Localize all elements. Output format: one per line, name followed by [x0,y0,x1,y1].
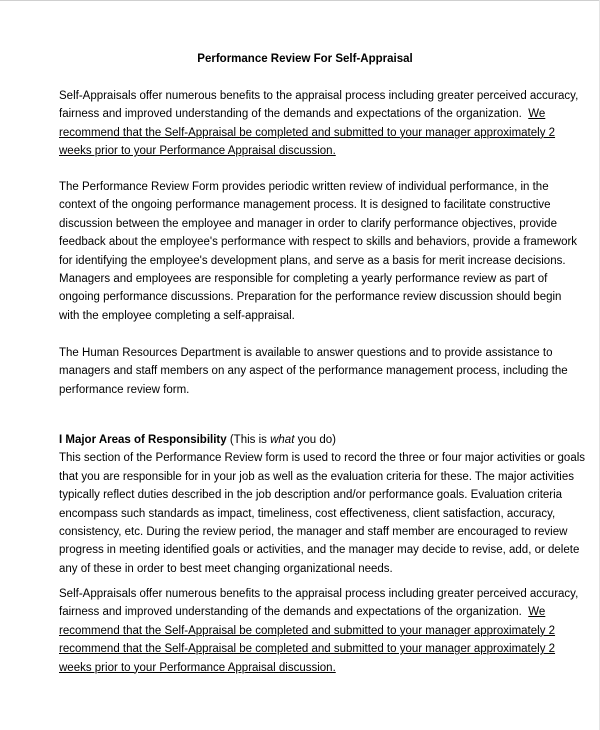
paragraph-line: with the employee completing a self-appraisal. [59,309,295,322]
underlined-line: recommend that the Self-Appraisal be completed and submitted to your manager approximately 2 [59,643,556,656]
underlined-line: recommend that the Self-Appraisal be completed and submitted to your manager approximately 2 [59,126,556,139]
paragraph-line: performance review form. [59,383,190,396]
underlined-text: We [528,108,546,121]
underlined-line: weeks prior to your Performance Appraisal discussion. [59,145,336,158]
document-title: Performance Review For Self-Appraisal [197,53,413,65]
paragraph-line: encompass such standards as impact, timeliness, cost effectiveness, client satisfaction, accuracy, [59,507,556,520]
underlined-line: recommend that the Self-Appraisal be completed and submitted to your manager approximately 2 [59,624,556,637]
paragraph-line: context of the ongoing performance management process. It is designed to facilitate constructive [59,199,551,212]
paragraph-line: The Human Resources Department is available to answer questions and to provide assistance to [59,347,553,359]
heading-bold: I Major Areas of Responsibility [59,434,227,446]
underlined-line: weeks prior to your Performance Appraisal discussion. [59,661,336,674]
page-top-edge [0,0,600,1]
paragraph-line: that you are responsible for in your job as well as the evaluation criteria for these. The major activities [59,470,574,483]
paragraph-line: consistency, etc. During the review period, the manager and staff member are encouraged to review [59,526,568,539]
paragraph-line [59,105,551,123]
paragraph-line: managers and staff members on any aspect of the performance management process, including the [59,365,568,378]
review-form-paragraph [59,178,578,325]
heading-text: you do) [297,434,336,446]
section-heading [59,431,551,449]
paragraph-line: feedback about the employee's performance with respect to skills and behaviors, provide a framework [59,236,578,249]
paragraph-line: typically reflect duties described in the job description and/or performance goals. Evaluation criteria [59,489,563,502]
paragraph-line: for identifying the employee's development plans, and serve as a basis for merit increase decisions. [59,254,566,267]
paragraph-line: Managers and employees are responsible for completing a yearly performance review as part of [59,273,548,286]
underlined-text: We [528,606,546,619]
paragraph-line: The Performance Review Form provides periodic written review of individual performance, in the [59,181,549,193]
line-text: fairness and improved understanding of the demands and expectations of the organization. [59,606,522,619]
repeat-paragraph [59,585,579,677]
paragraph-line: Self-Appraisals offer numerous benefits to the appraisal process including greater perceived accuracy, [59,588,579,600]
paragraph-line [59,603,551,621]
paragraph-line: Self-Appraisals offer numerous benefits to the appraisal process including greater perceived accuracy, [59,90,579,102]
paragraph-line: progress in meeting identified goals or activities, and the manager may decide to revise, add, or delete [59,544,580,557]
paragraph-line: any of these in order to best meet changing organizational needs. [59,562,393,575]
paragraph-line: This section of the Performance Review form is used to record the three or four major activities or goals [59,452,586,465]
paragraph-line: discussion between the employee and manager in order to clarify performance objectives, provide [59,217,557,230]
intro-paragraph [59,87,579,161]
line-text: fairness and improved understanding of the demands and expectations of the organization. [59,108,522,121]
heading-text: (This is [229,434,267,446]
heading-italic: what [270,434,295,446]
paragraph-line: ongoing performance discussions. Preparation for the performance review discussion should begin [59,291,562,304]
responsibility-section [59,431,586,578]
hr-paragraph [59,344,568,399]
